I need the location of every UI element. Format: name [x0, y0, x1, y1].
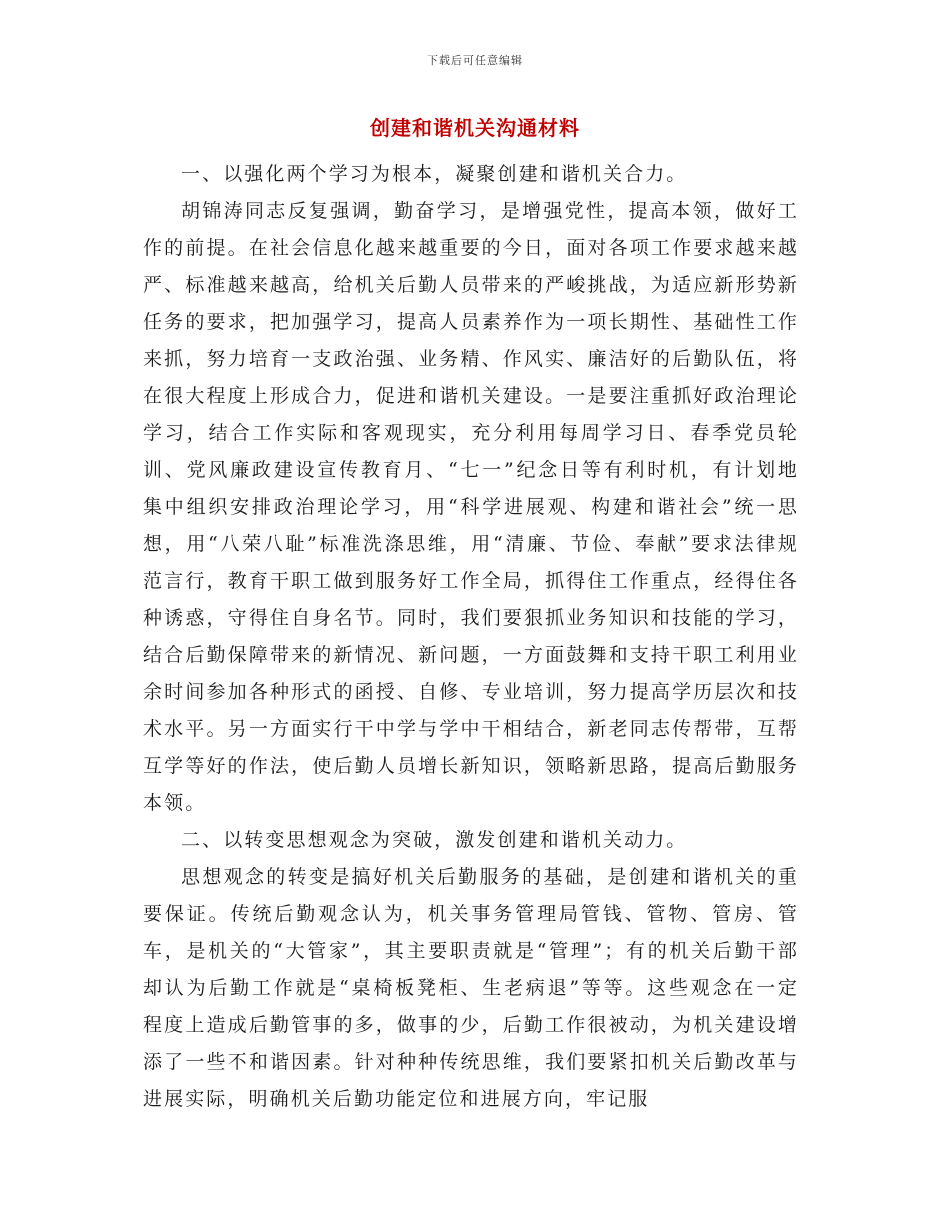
document-body [143, 156, 799, 1118]
document-title: 创建和谐机关沟通材料 [370, 116, 580, 140]
section-heading-2: 二、以转变思想观念为突破，激发创建和谐机关动力。 [181, 829, 688, 851]
page-header-note: 下载后可任意编辑 [427, 54, 523, 67]
paragraph-1: 胡锦涛同志反复强调，勤奋学习，是增强党性，提高本领，做好工作的前提。在社会信息化越来越重要的今日，面对各项工作要求越来越严、标准越来越高，给机关后勤人员带来的严峻挑战，为适应新形势新任务的要求，把加强学习，提高人员素养作为一项长期性、基础性工作来抓，努力培育一支政治强、业务精、作风实、廉洁好的后勤队伍，将在很大程度上形成合力，促进和谐机关建设。一是要注重抓好政治理论学习，结合工作实际和客观现实，充分利用每周学习日、春季党员轮训、党风廉政建设宣传教育月、“七一”纪念日等有利时机，有计划地集中组织安排政治理论学习，用“科学进展观、构建和谐社会”统一思想，用“八荣八耻”标准洗涤思维，用“清廉、节俭、奉献”要求法律规范言行，教育干职工做到服务好工作全局，抓得住工作重点，经得住各种诱惑，守得住自身名节。同时，我们要狠抓业务知识和技能的学习，结合后勤保障带来的新情况、新问题，一方面鼓舞和支持干职工利用业余时间参加各种形式的函授、自修、专业培训，努力提高学历层次和技术水平。另一方面实行干中学与学中干相结合，新老同志传帮带，互帮互学等好的作法，使后勤人员增长新知识，领略新思路，提高后勤服务本领。 [143, 200, 799, 814]
section-heading-1: 一、以强化两个学习为根本，凝聚创建和谐机关合力。 [181, 163, 688, 185]
paragraph-2: 思想观念的转变是搞好机关后勤服务的基础，是创建和谐机关的重要保证。传统后勤观念认为，机关事务管理局管钱、管物、管房、管车，是机关的“大管家”，其主要职责就是“管理”；有的机关后勤干部却认为后勤工作就是“桌椅板凳柜、生老病退”等等。这些观念在一定程度上造成后勤管事的多，做事的少，后勤工作很被动，为机关建设增添了一些不和谐因素。针对种种传统思维，我们要紧扣机关后勤改革与进展实际，明确机关后勤功能定位和进展方向，牢记服 [143, 866, 799, 1110]
